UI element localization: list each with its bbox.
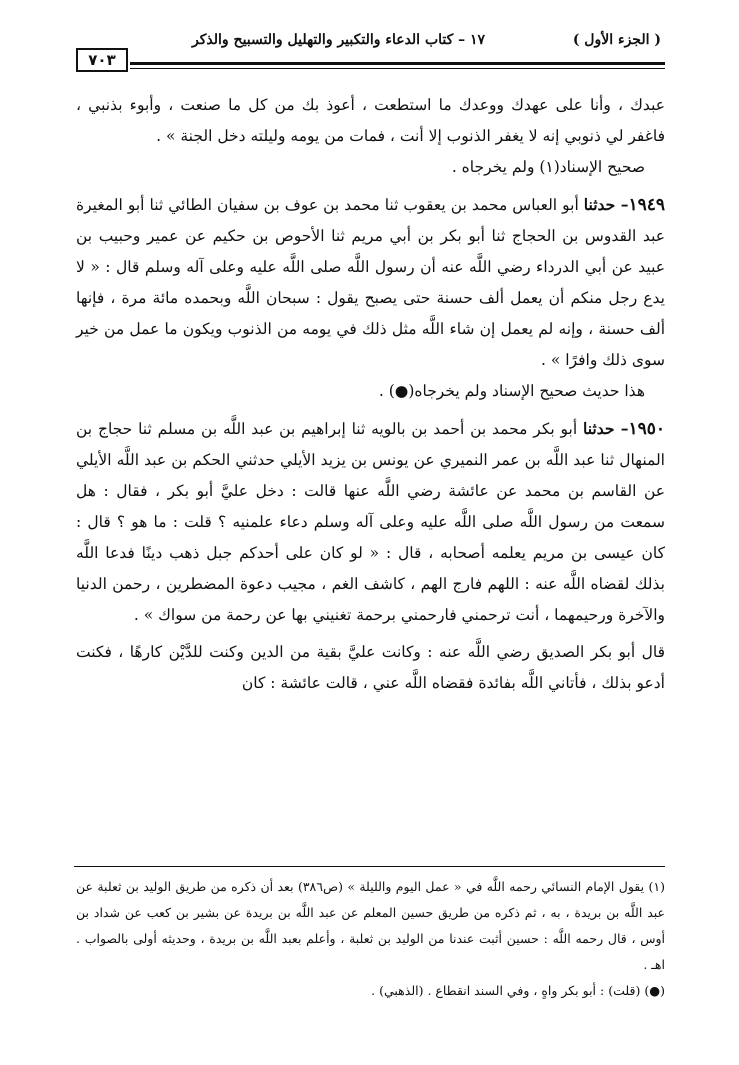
hadith-number: ١٩٥٠ (628, 419, 666, 439)
header-rule-thin (130, 68, 665, 69)
paragraph-1 (76, 90, 665, 152)
main-text (76, 90, 665, 699)
paragraph-text: قال أبو بكر الصديق رضي اللَّه عنه : وكانت عليَّ بقية من الدين وكنت للدَّيْن كارهًا ، فكنت أدعو بذلك ، فأتاني اللَّه بفائدة فقضاه اللَّه عني ، قالت عائشة : كان (76, 643, 665, 692)
hadith-number: ١٩٤٩ (628, 195, 666, 215)
footnote-mark: (١) (648, 879, 665, 894)
hadith-lead: – حدثنا (583, 195, 629, 214)
footnotes (76, 874, 665, 1004)
footnote-text: (قلت) : أبو بكر واهٍ ، وفي السند انقطاع . (الذهبي) . (371, 983, 641, 998)
header-rule-thick (130, 62, 665, 65)
paragraph-4 (76, 376, 665, 407)
footnote-divider (74, 866, 665, 867)
page-header (76, 28, 665, 69)
footnote-2 (76, 978, 665, 1004)
footnote-mark: (●) (644, 983, 665, 998)
paragraph-text: هذا حديث صحيح الإسناد ولم يخرجاه(●) . (378, 382, 645, 400)
hadith-1949 (76, 189, 665, 376)
footnote-text: يقول الإمام النسائي رحمه اللَّه في « عمل اليوم والليلة » (ص٣٨٦) بعد أن ذكره من طريق الوليد بن ثعلبة عن عبد اللَّه بن بريدة ، به ، ثم ذكره من طريق حسين المعلم عن عبد اللَّه بن بريدة عن بشير بن كعب عن شداد بن أوس ، قال رحمه اللَّه : حسين أثبت عندنا من الوليد بن ثعلبة ، وأعلم بعبد اللَّه بن بريدة ، وحديثه أولى بالصواب . اهـ . (76, 879, 665, 972)
chapter-title: ١٧ – كتاب الدعاء والتكبير والتهليل والتسبيح والذكر (192, 32, 486, 48)
hadith-lead: – حدثنا (583, 419, 629, 438)
paragraph-text: عبدك ، وأنا على عهدك ووعدك ما استطعت ، أعوذ بك من كل ما صنعت ، وأبوء بذنبي ، فاغفر لي ذنوبي إنه لا يغفر الذنوب إلا أنت ، فمات من يومه وليلته دخل الجنة » . (76, 96, 665, 145)
paragraph-2 (76, 152, 665, 183)
paragraph-text: أبو العباس محمد بن يعقوب ثنا محمد بن عوف بن سفيان الطائي ثنا أبو المغيرة عبد القدوس بن الحجاج ثنا أبو بكر بن أبي مريم ثنا الأحوص بن حكيم عن عمير وحبيب بن عبيد عن أبي الدرداء رضي اللَّه عنه أن رسول اللَّه صلى اللَّه عليه وعلى آله وسلم قال : « لا يدع رجل منكم أن يعمل ألف حسنة حتى يصبح يقول : سبحان اللَّه وبحمده مائة مرة ، فإنها ألف حسنة ، وإنه لم يعمل إن شاء اللَّه مثل ذلك في يومه من الذنوب ويكون ما عمل من خير سوى ذلك وافرًا » . (76, 196, 665, 369)
footnote-1 (76, 874, 665, 978)
volume-label: ( الجزء الأول ) (572, 32, 661, 48)
page-number: ٧٠٣ (76, 48, 128, 72)
paragraph-6 (76, 637, 665, 699)
paragraph-text: صحيح الإسناد(١) ولم يخرجاه . (451, 158, 645, 176)
hadith-1950 (76, 413, 665, 631)
paragraph-text: أبو بكر محمد بن أحمد بن بالويه ثنا إبراهيم بن عبد اللَّه بن مسلم ثنا حجاج بن المنهال ثنا عبد اللَّه بن عمر النميري عن يونس بن يزيد الأيلي حدثني الحكم بن عبد اللَّه الأيلي عن القاسم بن محمد عن عائشة رضي اللَّه عنها قالت : دخل عليَّ أبو بكر ، فقال : هل سمعت من رسول اللَّه صلى اللَّه عليه وعلى آله وسلم دعاء علمنيه ؟ قلت : ما هو ؟ قال : كان عيسى بن مريم يعلمه أصحابه ، قال : « لو كان على أحدكم جبل ذهب دينًا فدعا اللَّه بذلك لقضاه اللَّه عنه : اللهم فارج الهم ، كاشف الغم ، مجيب دعوة المضطرين ، رحمن الدنيا والآخرة ورحيمهما ، أنت ترحمني فارحمني برحمة تغنيني بها عن رحمة من سواك » . (76, 420, 665, 624)
